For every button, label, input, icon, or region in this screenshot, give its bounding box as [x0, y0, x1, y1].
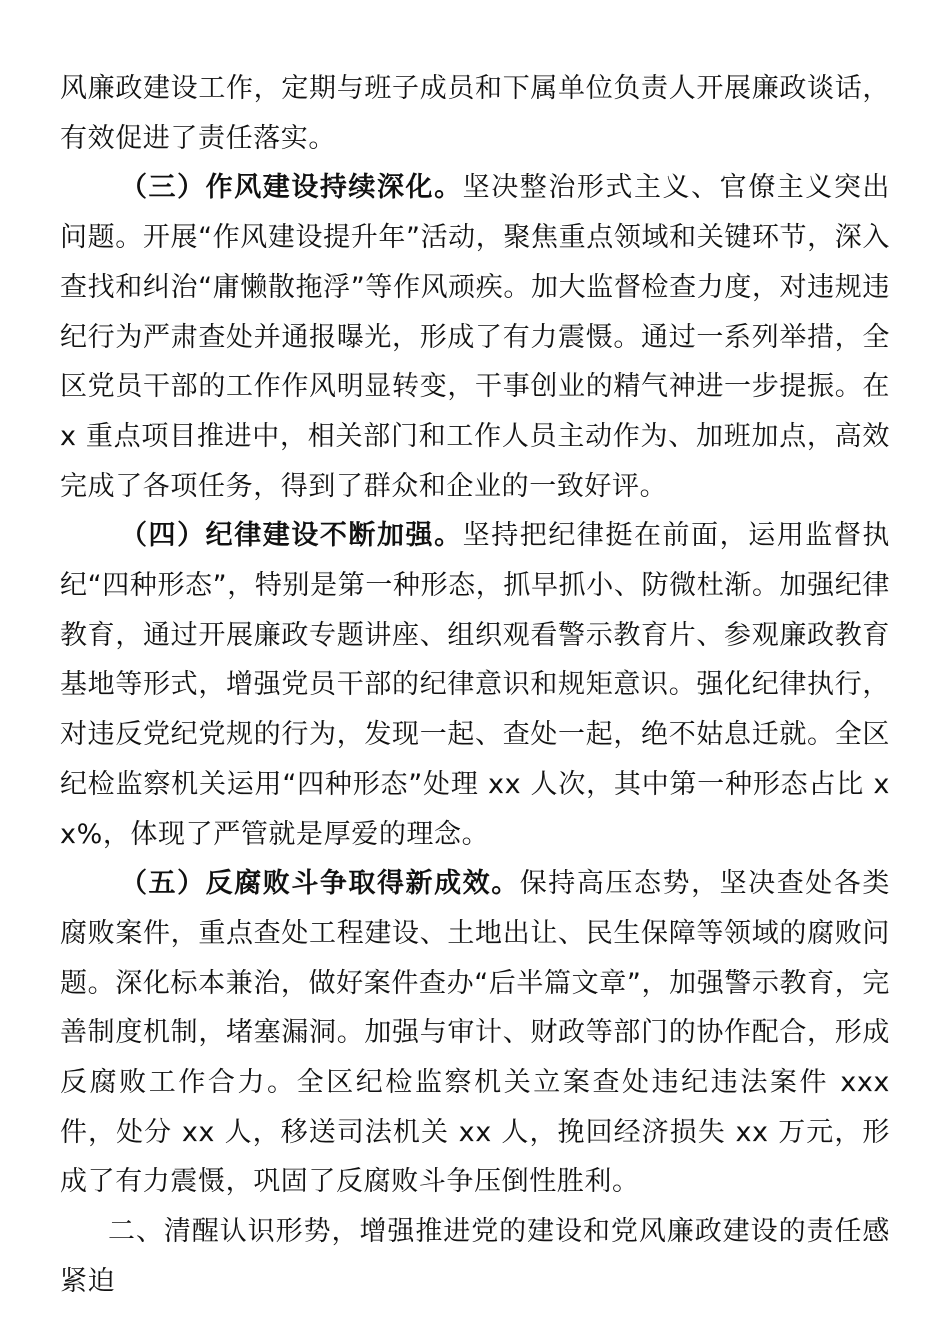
paragraph-lead: （三）作风建设持续深化。 [120, 172, 463, 204]
paragraph-text: 保持高压态势，坚决查处各类腐败案件，重点查处工程建设、土地出让、民生保障等领域的腐败问题。深化标本兼治，做好案件查办“后半篇文章”，加强警示教育，完善制度机制，堵塞漏洞。加强与审计、财政等部门的协作配合，形成反腐败工作合力。全区纪检监察机关立案查处违纪违法案件 xxx 件，处分 xx 人，移送司法机关 xx 人，挽回经济损失 xx 万元，形成了有力震慑，巩固了反腐败斗争压倒性胜利。 [60, 868, 890, 1198]
document-page [60, 64, 890, 1307]
paragraph-text: 坚决整治形式主义、官僚主义突出问题。开展“作风建设提升年”活动，聚焦重点领域和关键环节，深入查找和纠治“庸懒散拖浮”等作风顽疾。加大监督检查力度，对违规违纪行为严肃查处并通报曝光，形成了有力震慑。通过一系列举措，全区党员干部的工作作风明显转变，干事创业的精气神进一步提振。在 x 重点项目推进中，相关部门和工作人员主动作为、加班加点，高效完成了各项任务，得到了群众和企业的一致好评。 [60, 172, 891, 502]
paragraph-style-building [60, 163, 890, 511]
section-heading [60, 1207, 890, 1306]
paragraph-lead: （五）反腐败斗争取得新成效。 [120, 868, 520, 900]
paragraph-discipline-building [60, 511, 890, 859]
section-heading-text: 二、清醒认识形势，增强推进党的建设和党风廉政建设的责任感紧迫 [60, 1216, 890, 1297]
paragraph-text: 坚持把纪律挺在前面，运用监督执纪“四种形态”，特别是第一种形态，抓早抓小、防微杜渐。加强纪律教育，通过开展廉政专题讲座、组织观看警示教育片、参观廉政教育基地等形式，增强党员干部的纪律意识和规矩意识。强化纪律执行，对违反党纪党规的行为，发现一起、查处一起，绝不姑息迁就。全区纪检监察机关运用“四种形态”处理 xx 人次，其中第一种形态占比 xx%，体现了严管就是厚爱的理念。 [60, 520, 891, 850]
paragraph-continuation [60, 64, 890, 163]
paragraph-anti-corruption [60, 859, 890, 1207]
paragraph-text: 风廉政建设工作，定期与班子成员和下属单位负责人开展廉政谈话，有效促进了责任落实。 [60, 73, 890, 154]
paragraph-lead: （四）纪律建设不断加强。 [120, 520, 463, 552]
